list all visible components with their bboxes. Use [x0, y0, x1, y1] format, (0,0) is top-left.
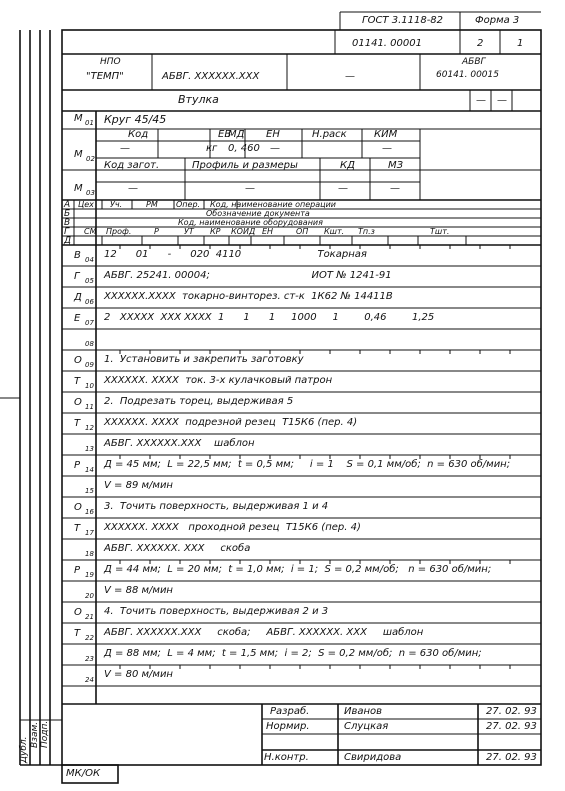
legend-en: ЕН: [262, 227, 274, 236]
row-prefix: Т: [74, 628, 81, 639]
legend-koid: КОИД: [231, 227, 256, 236]
row-number: 10: [85, 382, 94, 390]
form-label: Форма 3: [475, 15, 520, 26]
row-content: 2. Подрезать торец, выдерживая 5: [104, 396, 294, 407]
col-en: ЕН: [266, 129, 280, 140]
row-prefix: Т: [74, 523, 81, 534]
name-normcontrol: Слуцкая: [344, 721, 389, 732]
row-content: 12 01 - 020 4110 Токарная: [104, 249, 367, 260]
role-normcontrol: Нормир.: [266, 721, 310, 732]
row-content: АБВГ. ХХХХХХ.ХХХ скоба; АБВГ. ХХХХХХ. ХХХ шаблон: [104, 627, 424, 638]
row-number: 22: [85, 634, 94, 642]
org-name-line2: "ТЕМП": [86, 71, 124, 82]
legend-ceh: Цех: [78, 200, 94, 209]
legend-equipment: Код, наименование оборудования: [178, 218, 323, 227]
sheet-total: 2: [477, 38, 484, 49]
header-dash-a: —: [476, 95, 486, 106]
legend-letter-a: А: [64, 200, 71, 210]
row-prefix: Е: [74, 313, 81, 324]
row-number: 19: [85, 571, 94, 579]
row-content: 1. Установить и закрепить заготовку: [104, 354, 304, 365]
row-content: АБВГ. 25241. 00004; ИОТ № 1241-91: [104, 270, 392, 281]
row-prefix: Р: [74, 460, 81, 471]
value-en: —: [270, 143, 280, 154]
row-content: Д = 44 мм; L = 20 мм; t = 1,0 мм; i = 1; S = 0,2 мм/об; n = 630 об/мин;: [104, 564, 492, 575]
legend-prof: Проф.: [106, 227, 132, 236]
row-content: V = 88 м/мин: [104, 585, 173, 596]
legend-document: Обозначение документа: [206, 209, 310, 218]
col-kd: КД: [340, 160, 355, 171]
col-ev: ЕВ: [218, 129, 232, 140]
legend-tsht: Тшт.: [430, 227, 450, 236]
material-prefix-02: М: [74, 149, 83, 160]
part-name: Втулка: [178, 93, 219, 106]
legend-letter-g: Г: [64, 227, 70, 237]
legend-op: ОП: [296, 227, 309, 236]
row-prefix: Д: [74, 292, 82, 303]
col-kodzag: Код загот.: [104, 160, 160, 171]
row-number: 23: [85, 655, 94, 663]
right-code-line2: 60141. 00015: [436, 70, 499, 80]
date-ncontrol: 27. 02. 93: [486, 752, 537, 763]
header-dash-middle: —: [345, 71, 355, 82]
side-label-podp: Подп.: [40, 720, 50, 748]
col-mz: МЗ: [388, 160, 404, 171]
date-developer: 27. 02. 93: [486, 706, 537, 717]
row-number: 12: [85, 424, 94, 432]
material-number-03: 03: [86, 189, 95, 197]
value-kim: —: [382, 143, 392, 154]
value-kod: —: [120, 143, 130, 154]
legend-letter-b: Б: [64, 209, 71, 219]
row-content: АБВГ. ХХХХХХ. ХХХ скоба: [104, 543, 251, 554]
row-prefix: Т: [74, 418, 81, 429]
row-content: Д = 88 мм; L = 4 мм; t = 1,5 мм; i = 2; S = 0,2 мм/об; n = 630 об/мин;: [104, 648, 482, 659]
row-content: 3. Точить поверхность, выдерживая 1 и 4: [104, 501, 329, 512]
form-code: МК/ОК: [66, 768, 101, 779]
row-number: 14: [85, 466, 94, 474]
side-label-dubl: Дубл.: [19, 736, 29, 763]
row-number: 09: [85, 361, 94, 369]
row-number: 05: [85, 277, 94, 285]
material-prefix: М: [74, 113, 83, 124]
legend-operation-name: Код, наименование операции: [210, 200, 336, 209]
legend-kshm: Кшт.: [324, 227, 345, 236]
row-prefix: Т: [74, 376, 81, 387]
row-prefix: В: [74, 250, 81, 261]
row-number: 08: [85, 340, 94, 348]
role-ncontrol: Н.контр.: [264, 752, 309, 763]
row-number: 16: [85, 508, 94, 516]
legend-kr: КР: [210, 227, 221, 236]
col-kim: КИМ: [374, 129, 398, 140]
row-content: V = 80 м/мин: [104, 669, 173, 680]
row-content: Д = 45 мм; L = 22,5 мм; t = 0,5 мм; i = 1 S = 0,1 мм/об; n = 630 об/мин;: [104, 459, 511, 470]
org-name-line1: НПО: [100, 57, 121, 67]
value-mz: —: [390, 183, 400, 194]
legend-tpz: Тп.з: [358, 227, 375, 236]
row-content: 4. Точить поверхность, выдерживая 2 и 3: [104, 606, 329, 617]
row-content: 2 ХХХХХ ХХХ ХХХХ 1 1 1 1000 1 0,46 1,25: [104, 312, 435, 323]
date-normcontrol: 27. 02. 93: [486, 721, 537, 732]
legend-uch: Уч.: [110, 200, 123, 209]
row-number: 07: [85, 319, 94, 327]
row-number: 20: [85, 592, 94, 600]
value-profile: —: [245, 183, 255, 194]
side-label-vzam: Взам.: [30, 721, 40, 748]
gost-label: ГОСТ 3.1118-82: [362, 15, 444, 26]
row-content: ХХХХХХ. ХХХХ подрезной резец Т15К6 (пер. 4): [104, 417, 358, 428]
document-designation: АБВГ. ХХХХХХ.ХХХ: [162, 71, 260, 82]
row-prefix: Р: [74, 565, 81, 576]
row-number: 21: [85, 613, 94, 621]
legend-letter-v: В: [64, 218, 71, 228]
row-prefix: О: [74, 502, 82, 513]
row-number: 18: [85, 550, 94, 558]
row-content: V = 89 м/мин: [104, 480, 173, 491]
legend-ut: УТ: [184, 227, 194, 236]
blank-profile: Круг 45/45: [104, 113, 167, 126]
right-code-line1: АБВГ: [462, 57, 486, 67]
row-prefix: Г: [74, 271, 80, 282]
row-number: 04: [85, 256, 94, 264]
material-number-02: 02: [86, 155, 95, 163]
col-md: МД: [228, 129, 245, 140]
legend-rm: РМ: [146, 200, 158, 209]
row-number: 13: [85, 445, 94, 453]
header-dash-b: —: [497, 95, 507, 106]
name-developer: Иванов: [344, 706, 383, 717]
value-kd: —: [338, 183, 348, 194]
row-content: ХХХХХХ. ХХХХ проходной резец Т15К6 (пер. 4): [104, 522, 361, 533]
value-kodzag: —: [128, 183, 138, 194]
row-prefix: О: [74, 355, 82, 366]
row-number: 24: [85, 676, 94, 684]
legend-letter-d: Д: [64, 236, 72, 246]
row-content: АБВГ. ХХХХХХ.ХХХ шаблон: [104, 438, 255, 449]
role-developer: Разраб.: [270, 706, 310, 717]
material-prefix-03: М: [74, 183, 83, 194]
col-profile: Профиль и размеры: [192, 160, 298, 171]
material-number-01: 01: [85, 119, 94, 127]
name-ncontrol: Свиридова: [344, 752, 402, 763]
col-kod: Код: [128, 129, 149, 140]
row-prefix: О: [74, 607, 82, 618]
legend-sm: СМ: [84, 227, 97, 236]
row-number: 06: [85, 298, 94, 306]
value-md: 0, 460: [228, 143, 260, 154]
row-content: ХХХХХХ. ХХХХ ток. 3-х кулачковый патрон: [104, 375, 333, 386]
legend-r: Р: [154, 227, 159, 236]
row-number: 15: [85, 487, 94, 495]
doc-code: 01141. 00001: [352, 38, 422, 49]
row-number: 11: [85, 403, 94, 411]
value-ev: кг: [206, 143, 218, 154]
row-number: 17: [85, 529, 94, 537]
sheet-number: 1: [517, 38, 524, 49]
row-content: ХХХХХХ.ХХХХ токарно-винторез. ст-к 1К62 № 14411В: [104, 291, 393, 302]
legend-oper: Опер.: [176, 200, 201, 209]
col-nrask: Н.раск: [312, 129, 347, 140]
row-prefix: О: [74, 397, 82, 408]
